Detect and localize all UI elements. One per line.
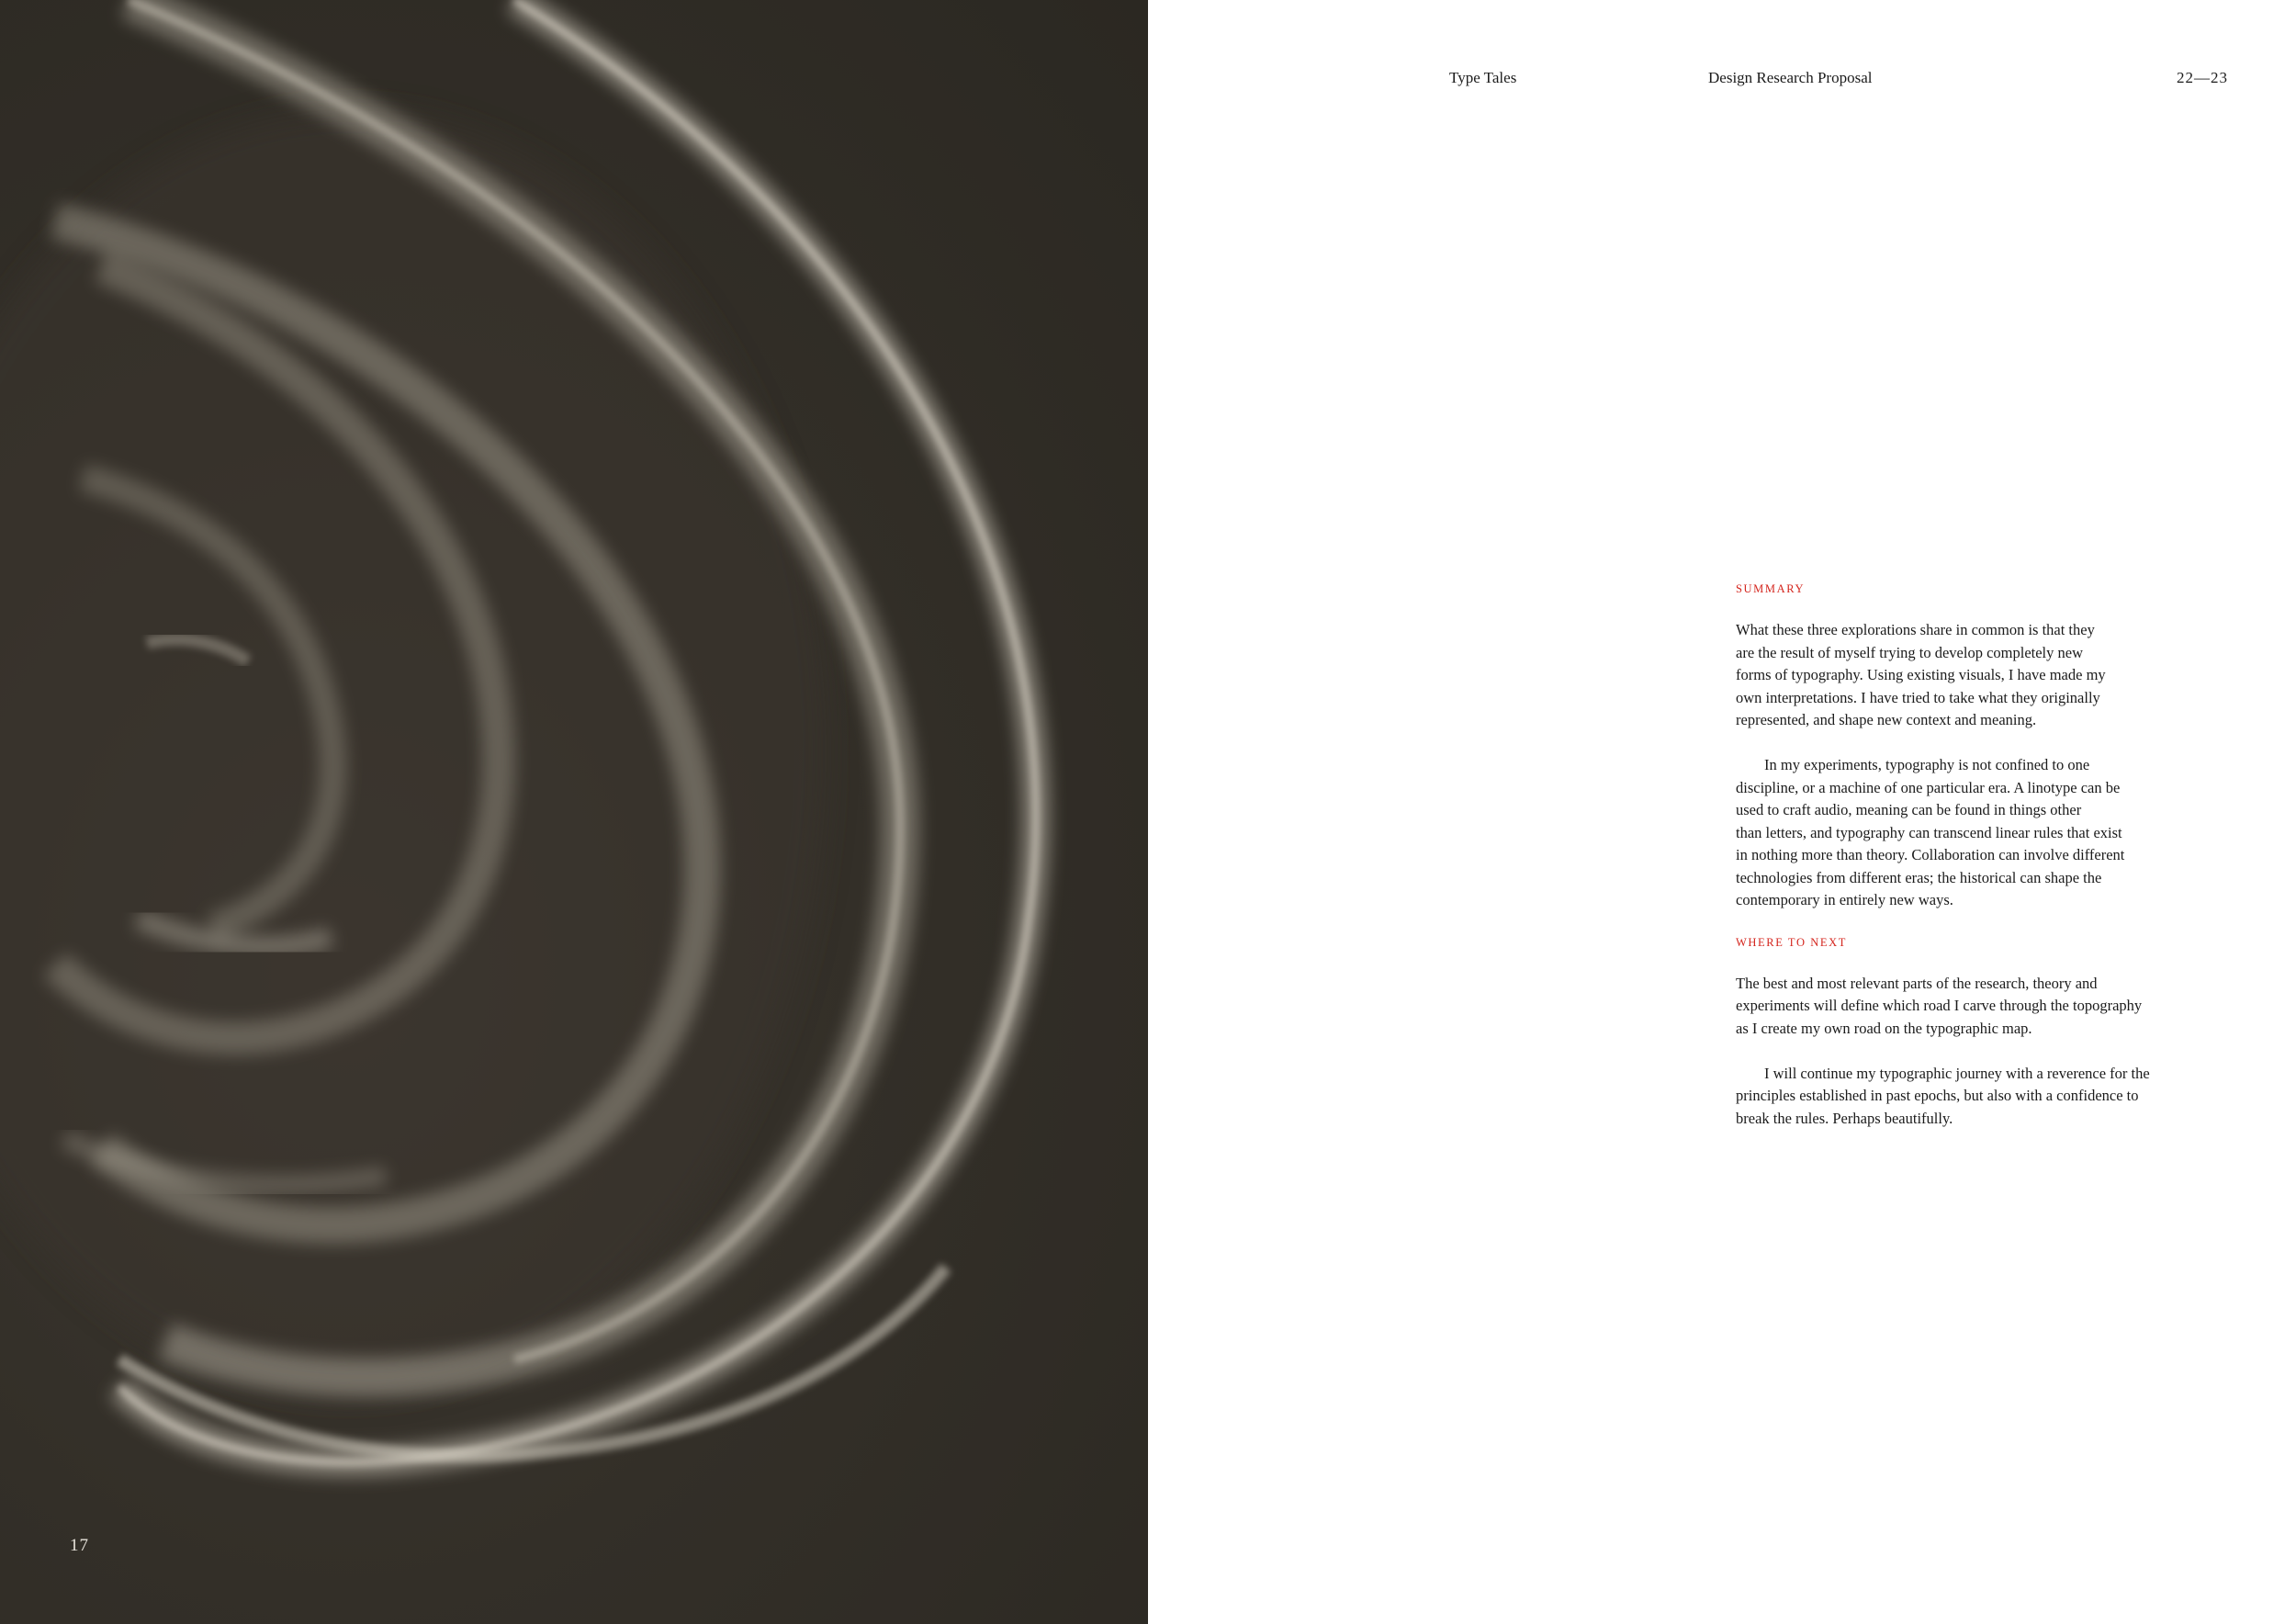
where-to-next-paragraph-2: I will continue my typographic journey with a reverence for the principles established in past epochs, but also with a confidence to break the rules. Perhaps beautifully. (1736, 1064, 2150, 1127)
running-head-title: Type Tales (1449, 69, 1517, 86)
where-to-next-paragraph-1: The best and most relevant parts of the research, theory and experiments will define which road I carve through the topography as I create my own road on the typographic map. (1736, 974, 2143, 1037)
body-text-column (1736, 580, 2232, 1130)
summary-paragraph-1: What these three explorations share in common is that they are the result of myself trying to develop completely new forms of typography. Using existing visuals, I have made my own interpretations. I have tried to take what they originally represented, and shape new context and meaning. (1736, 621, 2106, 728)
summary-paragraph-2: In my experiments, typography is not confined to one discipline, or a machine of one particular era. A linotype can be used to craft audio, meaning can be found in things other than letters, and typography can transcend linear rules that exist in nothing more than theory. Collaboration can involve different technologies from different eras; the historical can shape the contemporary in entirely new ways. (1736, 756, 2125, 908)
folio-left: 17 (70, 1536, 89, 1555)
running-head-section: Design Research Proposal (1708, 69, 1873, 86)
right-page (1148, 0, 2296, 1624)
summary-heading: SUMMARY (1736, 582, 1806, 595)
where-to-next-heading: WHERE TO NEXT (1736, 935, 1848, 949)
running-head-page-numbers: 22—23 (2177, 69, 2228, 86)
